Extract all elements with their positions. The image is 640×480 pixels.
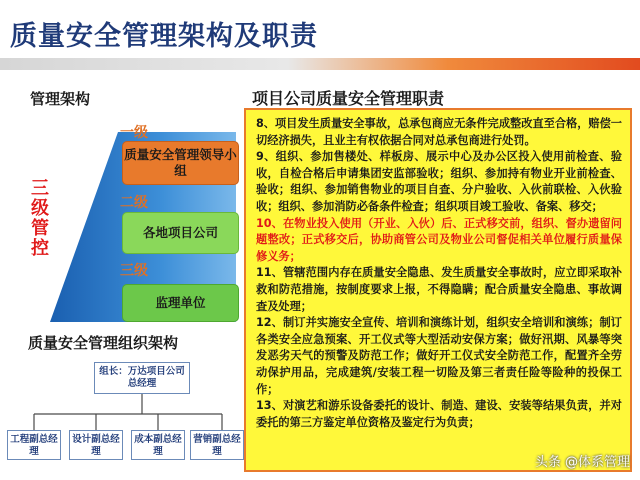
title-divider-bar xyxy=(0,58,640,70)
org-root-box: 组长：万达项目公司总经理 xyxy=(94,362,190,394)
responsibility-item: 8、项目发生质量安全事故，总承包商应无条件完成整改直至合格，赔偿一切经济损失，且业主有权依据合同对总承包商进行处罚。 xyxy=(256,117,622,147)
responsibility-item-highlighted: 10、在物业投入使用（开业、入伙）后、正式移交前，组织、督办遗留问题整改；正式移交后，协助商管公司及物业公司督促相关单位履行质量保修义务； xyxy=(256,216,622,263)
responsibilities-heading: 项目公司质量安全管理职责 xyxy=(252,89,445,108)
management-structure-heading: 管理架构 xyxy=(30,90,91,108)
org-leaf-cost: 成本副总经理 xyxy=(131,430,185,460)
org-leaf-design: 设计副总经理 xyxy=(69,430,123,460)
org-leaf-engineering: 工程副总经理 xyxy=(7,430,61,460)
org-connector-lines xyxy=(0,390,244,434)
supervision-unit-box: 监理单位 xyxy=(122,284,239,322)
org-chart-heading: 质量安全管理组织架构 xyxy=(28,334,179,352)
responsibility-item: 11、管辖范围内存在质量安全隐患、发生质量安全事故时，应立即采取补救和防范措施，按制度要求上报，不得隐瞒；配合质量安全隐患、事故调查及处理； xyxy=(256,266,622,313)
page-title: 质量安全管理架构及职责 xyxy=(10,21,318,52)
responsibility-item: 12、制订并实施安全宣传、培训和演练计划，组织安全培训和演练；制订各类安全应急预案、开工仪式等大型活动安保方案；做好汛期、风暴等突发恶劣天气的预警及防范工作；做好开工仪式安全防范工作，配置齐全劳动保护用品，完成建筑/安装工程一切险及第三者责任险等险种的投保工作； xyxy=(256,316,622,396)
project-company-box: 各地项目公司 xyxy=(122,212,239,254)
tier-1-label: 一级 xyxy=(120,125,148,141)
watermark: 头条 @体系管理 xyxy=(534,455,630,470)
tier-3-label: 三级 xyxy=(120,263,148,279)
leadership-group-box: 质量安全管理领导小组 xyxy=(122,141,239,185)
responsibility-item: 13、对演艺和游乐设备委托的设计、制造、建设、安装等结果负责，并对委托的第三方鉴定单位资格及鉴定行为负责； xyxy=(256,399,622,429)
org-leaf-marketing: 营销副总经理 xyxy=(190,430,244,460)
three-level-control-label: 三级管控 xyxy=(28,178,49,258)
responsibilities-panel xyxy=(244,108,632,472)
responsibility-item: 9、组织、参加售楼处、样板房、展示中心及办公区投入使用前检查、验收，自检合格后申请集团安监部验收；组织、参加持有物业开业前检查、验收；组织、参加销售物业的项目自查、分户验收、入伙前联检、入伙验收；组织、参加消防必备条件检查；组织项目竣工验收、备案、移交； xyxy=(256,150,622,213)
tier-2-label: 二级 xyxy=(120,195,148,211)
